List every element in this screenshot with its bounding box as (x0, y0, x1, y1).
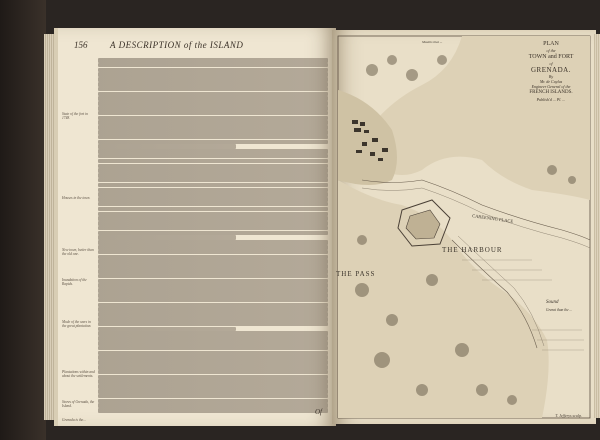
page-edges-right (594, 34, 600, 418)
map-label-sound: Sound (546, 300, 559, 305)
map-label-top-note: Mouths that ... (422, 40, 443, 44)
margin-note: Plantations within and about the settlements. (62, 370, 95, 379)
map-label-harbour: THE HARBOUR (442, 246, 503, 254)
margin-note: Stores of Grenada, the Island. (62, 400, 95, 409)
text-line-texture (98, 346, 328, 351)
margin-note: Inundation of the Rapids. (62, 278, 87, 287)
text-line-texture (98, 298, 328, 303)
text-line-texture (98, 202, 328, 207)
text-line-texture (98, 130, 328, 135)
map-title-line: GRENADA. (531, 66, 571, 74)
page-header (74, 40, 324, 54)
text-line-texture (98, 322, 328, 327)
text-line-texture (98, 370, 328, 375)
map-title-line: PLAN (543, 41, 559, 47)
text-line-texture (98, 269, 328, 274)
map-title-line: of (549, 61, 553, 66)
text-line-texture (98, 111, 328, 116)
text-line-texture (98, 87, 328, 92)
text-line-texture (98, 221, 328, 226)
fort-promontory (338, 90, 397, 185)
text-line-texture (98, 159, 328, 164)
text-line-texture (98, 197, 328, 202)
margin-note: New town, better than the old one. (62, 248, 94, 257)
text-line-texture (98, 63, 328, 68)
page-number: 156 (74, 40, 88, 50)
text-line-texture (98, 341, 328, 346)
text-line-texture (98, 135, 328, 140)
map-title-line: Publish'd ... Pl. ... (536, 97, 566, 102)
engraver-credit: T. Jefferys sculp. (555, 413, 582, 418)
map-title-cartouche (516, 40, 586, 102)
right-page (332, 30, 596, 424)
text-line-texture (98, 178, 328, 183)
text-line-texture (98, 173, 328, 178)
map-label-careening: CAREENING PLACE (471, 213, 514, 224)
map-title-line: TOWN and FORT (528, 54, 574, 60)
text-line-texture (98, 207, 328, 212)
text-line-texture (98, 106, 328, 111)
text-line-texture (98, 274, 328, 279)
margin-note: Mode of the wars in the great plantation. (62, 320, 92, 329)
map-title-line: FRENCH ISLANDS. (529, 90, 573, 95)
map-label-pass: THE PASS (336, 270, 376, 278)
text-line-texture (98, 226, 328, 231)
text-line-texture (98, 183, 328, 188)
map-title-line: Engineer General of the (531, 84, 571, 89)
text-line-texture (98, 58, 328, 63)
catchword: Of (315, 408, 322, 416)
text-line-texture (98, 293, 328, 298)
margin-note: Grenada is the... (62, 418, 86, 422)
body-text-block (98, 58, 328, 414)
text-line-texture (98, 394, 328, 399)
text-line-texture (98, 317, 328, 322)
map-title-line: of the (546, 48, 556, 53)
running-head: A DESCRIPTION of the ISLAND (110, 40, 244, 50)
margin-note: Houses in the town. (62, 196, 91, 200)
text-line-texture (98, 250, 328, 255)
margin-notes (62, 58, 96, 422)
land-south (338, 180, 549, 418)
map-title-line: Mr. de Caylus (539, 79, 563, 84)
text-line-texture (98, 408, 328, 413)
left-page (54, 28, 336, 426)
text-line-texture (98, 154, 328, 159)
text-line-texture (98, 389, 328, 394)
map-label-sound-note: Grenat than the ... (546, 308, 573, 312)
open-book (14, 10, 586, 430)
map-title-line: By (548, 74, 554, 79)
margin-note: State of the fort in 1748. (62, 112, 88, 121)
text-line-texture (98, 245, 328, 250)
text-line-texture (98, 365, 328, 370)
text-line-texture (98, 82, 328, 87)
